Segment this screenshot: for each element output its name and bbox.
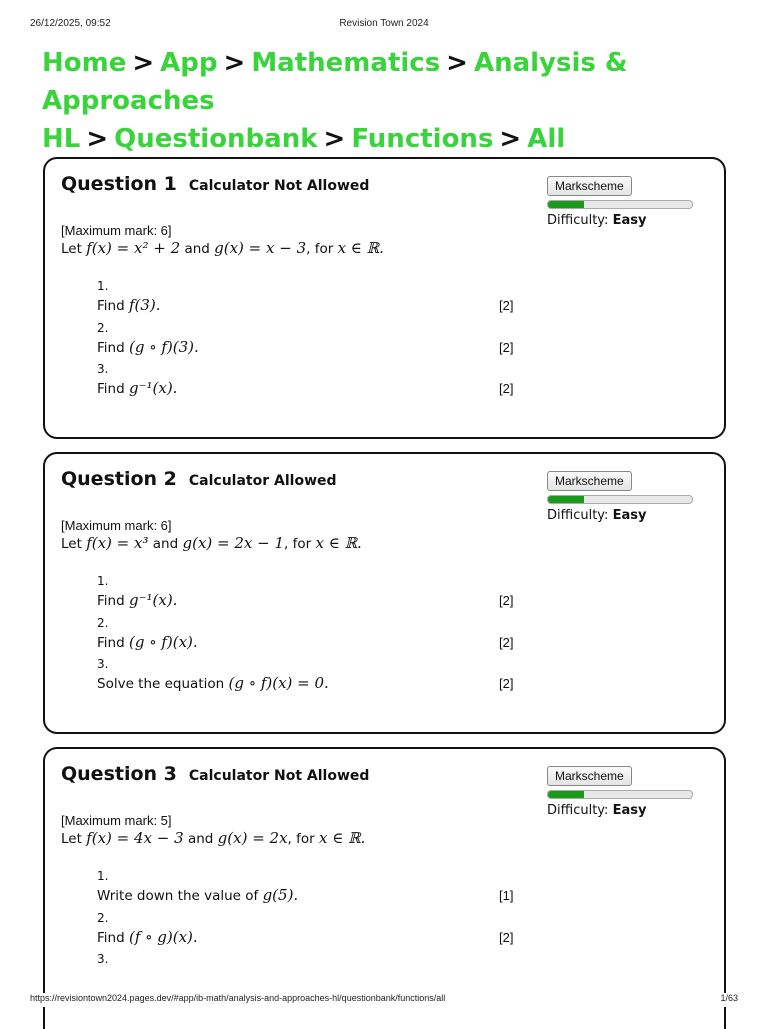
print-header (0, 18, 768, 32)
calculator-label: Calculator Not Allowed (188, 768, 370, 784)
difficulty-label: Difficulty: (547, 803, 609, 818)
breadcrumb-all[interactable]: All (527, 124, 566, 154)
question-parts (97, 869, 517, 994)
question-part (97, 952, 517, 994)
intro-f-definition: f(x) = 4x − 3 (86, 829, 184, 847)
difficulty-value: Easy (612, 508, 647, 523)
question-title: Question 1 (61, 173, 177, 195)
intro-g-definition: g(x) = 2x − 1 (182, 534, 285, 552)
question-sidebar (547, 765, 707, 818)
breadcrumb-separator: > (223, 48, 246, 78)
difficulty-label: Difficulty: (547, 213, 609, 228)
question-intro (61, 829, 531, 848)
part-text: Find g⁻¹(x). (97, 591, 178, 609)
breadcrumb-separator: > (446, 48, 468, 78)
difficulty-text (547, 213, 707, 228)
difficulty-text (547, 508, 707, 523)
difficulty-bar-fill (548, 201, 584, 208)
calculator-label: Calculator Allowed (188, 473, 337, 489)
question-part (97, 911, 517, 953)
part-text: Solve the equation (g ∘ f)(x) = 0. (97, 674, 329, 692)
question-sidebar (547, 470, 707, 523)
part-number: 1. (97, 279, 109, 293)
part-text: Find (g ∘ f)(3). (97, 337, 199, 356)
part-number: 2. (97, 910, 109, 925)
question-part (97, 362, 517, 404)
part-number: 2. (97, 615, 109, 630)
question-part (97, 616, 517, 658)
intro-and: and (184, 241, 210, 257)
difficulty-bar (547, 790, 693, 799)
intro-let: Let (61, 241, 82, 257)
part-number: 1. (97, 869, 109, 883)
question-card (43, 747, 726, 1029)
calculator-label: Calculator Not Allowed (188, 178, 370, 194)
question-sidebar (547, 175, 707, 228)
question-header (61, 173, 369, 195)
difficulty-bar-fill (548, 496, 584, 503)
question-part (97, 574, 517, 616)
part-number: 2. (97, 320, 109, 335)
print-timestamp: 26/12/2025, 09:52 (30, 18, 111, 29)
breadcrumb-mathematics[interactable]: Mathematics (251, 48, 441, 78)
difficulty-value: Easy (612, 803, 647, 818)
maximum-mark: [Maximum mark: 5] (61, 813, 172, 828)
question-card (43, 157, 726, 439)
intro-domain: x ∈ ℝ. (337, 239, 384, 257)
part-marks: [2] (499, 339, 514, 355)
question-parts (97, 279, 517, 404)
part-text: Write down the value of g(5). (97, 886, 299, 904)
breadcrumb-separator: > (86, 124, 109, 154)
question-body (61, 518, 531, 553)
intro-g-definition: g(x) = x − 3 (214, 239, 307, 257)
breadcrumb-home[interactable]: Home (42, 48, 127, 78)
part-marks: [1] (499, 888, 514, 903)
intro-domain: x ∈ ℝ. (319, 829, 366, 847)
part-marks: [2] (499, 381, 514, 396)
intro-and: and (152, 536, 179, 552)
breadcrumb-functions[interactable]: Functions (351, 124, 494, 154)
intro-for: , for (287, 831, 315, 847)
question-part (97, 657, 517, 699)
part-marks: [2] (499, 676, 514, 691)
difficulty-bar (547, 495, 693, 504)
question-title: Question 2 (61, 468, 177, 490)
breadcrumb-separator: > (323, 124, 346, 154)
part-marks: [2] (499, 593, 514, 608)
difficulty-bar-fill (548, 791, 584, 798)
part-number: 3. (97, 952, 109, 966)
intro-let: Let (61, 536, 82, 552)
difficulty-text (547, 803, 707, 818)
part-number: 3. (97, 362, 109, 376)
breadcrumb-separator: > (132, 48, 155, 78)
markscheme-button[interactable]: Markscheme (547, 766, 632, 786)
difficulty-bar (547, 200, 693, 209)
difficulty-value: Easy (612, 213, 647, 228)
difficulty-label: Difficulty: (547, 508, 609, 523)
intro-for: , for (306, 241, 334, 257)
intro-g-definition: g(x) = 2x (217, 829, 288, 847)
part-marks: [2] (499, 298, 514, 313)
question-card (43, 452, 726, 734)
question-part (97, 279, 517, 321)
question-body (61, 813, 531, 848)
intro-let: Let (61, 831, 82, 847)
breadcrumb-separator: > (499, 124, 522, 154)
print-url: https://revisiontown2024.pages.dev/#app/ib-math/analysis-and-approaches-hl/questionbank/functions/all (30, 993, 446, 1003)
question-header (61, 763, 369, 785)
intro-f-definition: f(x) = x³ (86, 534, 149, 552)
maximum-mark: [Maximum mark: 6] (61, 518, 172, 533)
intro-f-definition: f(x) = x² + 2 (86, 239, 181, 257)
breadcrumb-analysis-approaches-hl[interactable]: Analysis & Approaches HL (42, 48, 628, 154)
breadcrumb-app[interactable]: App (160, 48, 218, 78)
intro-for: , for (284, 536, 312, 552)
question-body (61, 223, 531, 258)
markscheme-button[interactable]: Markscheme (547, 471, 632, 491)
part-number: 1. (97, 574, 109, 588)
intro-and: and (187, 831, 214, 847)
part-text: Find (g ∘ f)(x). (97, 632, 198, 651)
part-text: Find (f ∘ g)(x). (97, 927, 198, 946)
question-parts (97, 574, 517, 699)
breadcrumb-questionbank[interactable]: Questionbank (114, 124, 318, 154)
question-title: Question 3 (61, 763, 177, 785)
part-text: Find g⁻¹(x). (97, 379, 178, 397)
question-part (97, 869, 517, 911)
intro-domain: x ∈ ℝ. (315, 534, 362, 552)
maximum-mark: [Maximum mark: 6] (61, 223, 172, 238)
question-intro (61, 534, 531, 553)
page-number: 1/63 (720, 993, 738, 1003)
markscheme-button[interactable]: Markscheme (547, 176, 632, 196)
question-intro (61, 239, 531, 258)
print-footer (0, 993, 768, 1007)
part-number: 3. (97, 657, 109, 671)
part-marks: [2] (499, 929, 514, 945)
part-text: Find f(3). (97, 296, 161, 314)
print-title: Revision Town 2024 (339, 18, 429, 29)
question-part (97, 321, 517, 363)
part-marks: [2] (499, 634, 514, 650)
question-header (61, 468, 337, 490)
